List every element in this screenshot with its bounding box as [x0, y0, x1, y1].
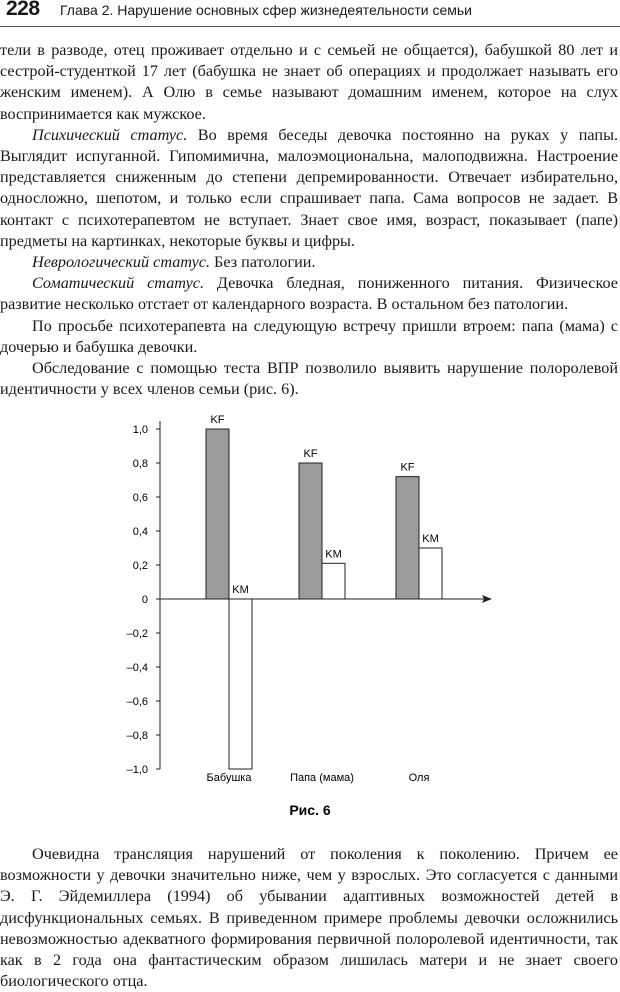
figure-caption: Рис. 6: [289, 802, 331, 818]
paragraph: По просьбе психотерапевта на следующую встречу пришли втроем: папа (мама) с дочерью и бабушка девочки.: [0, 316, 618, 356]
x-category-label: Бабушка: [206, 772, 252, 784]
paragraph: Обследование с помощью теста ВПР позволило выявить нарушение полоролевой идентичности у всех членов семьи (рис. 6).: [0, 359, 618, 399]
paragraph: Соматический статус. Девочка бледная, пониженного питания. Физическое развитие несколько отстает от календарного возраста. В остальном без патологии.: [0, 274, 618, 314]
paragraph: Психический статус. Во время беседы девочка постоянно на руках у папы. Выглядит испуганной. Гипомимична, малоэмоциональна, малоподвижна. Настроение представляется сниженным до степени депремированности. Отвечает избирательно, односложно, шепотом, и только если спрашивает папа. Сама вопросов не задает. В контакт с психотерапевтом не вступает. Знает свое имя, возраст, показывает (папе) предметы на картинках, некоторые буквы и цифры.: [0, 125, 618, 250]
text-block-top: [0, 40, 618, 400]
bar-label-kf: KF: [210, 414, 225, 426]
bar-kf: [206, 429, 229, 599]
bar-label-kf: KF: [303, 448, 318, 460]
bar-kf: [396, 477, 419, 599]
y-tick-label: 0,6: [132, 492, 148, 504]
x-category-label: Оля: [408, 772, 430, 784]
y-tick-label: –0,2: [126, 628, 148, 640]
bar-km: [229, 599, 252, 769]
bar-label-kf: KF: [400, 461, 415, 474]
chapter-title: Глава 2. Нарушение основных сфер жизнедеятельности семьи: [60, 2, 473, 18]
bar-label-km: KM: [232, 584, 249, 596]
paragraph-lead: Психический статус.: [32, 125, 188, 144]
y-tick-label: 0,4: [132, 526, 148, 538]
y-tick-label: 1,0: [132, 424, 148, 436]
x-axis-labels: [207, 772, 430, 784]
bars: [206, 414, 442, 769]
paragraph: тели в разводе, отец проживает отдельно и с семьей не общается), бабушкой 80 лет и сестрой-студенткой 17 лет (бабушка не знает об операциях и продолжает называть его женским именем). А Олю в семье называют домашним именем, которое на слух воспринимается как мужское.: [0, 41, 618, 123]
bar-label-km: KM: [422, 533, 439, 545]
y-tick-label: –0,6: [126, 696, 148, 708]
y-tick-label: 0: [141, 594, 148, 606]
page-number: 228: [6, 0, 40, 20]
y-tick-label: –0,4: [126, 662, 148, 674]
paragraph: Очевидна трансляция нарушений от поколения к поколению. Причем ее возможности у девочки значительно ниже, чем у взрослых. Это согласуется с данными Э. Г. Эйдемиллера (1994) об убывании адаптивных возможностей детей в дисфункциональных семьях. В приведенном примере проблемы девочки осложнились невозможностью адекватного формирования первичной полоролевой идентичности, так как в 2 года она фантастическим образом лишилась матери и не знает своего биологического отца.: [0, 845, 618, 991]
x-category-label: Папа (мама): [290, 772, 354, 784]
y-tick-label: 0,2: [132, 560, 148, 572]
bar-chart: [0, 398, 620, 823]
y-tick-label: 0,8: [132, 458, 148, 470]
running-header: [0, 0, 620, 27]
paragraph-lead: Неврологический статус.: [32, 253, 210, 272]
y-tick-label: –0,8: [126, 730, 148, 742]
y-tick-label: –1,0: [126, 764, 148, 776]
bar-km: [322, 563, 345, 599]
y-axis: [127, 424, 160, 776]
bar-kf: [299, 463, 322, 599]
paragraph: Неврологический статус. Без патологии.: [32, 253, 316, 272]
paragraph-lead: Соматический статус.: [32, 274, 204, 293]
bar-km: [419, 548, 442, 599]
text-block-bottom: [0, 844, 618, 992]
bar-label-km: KM: [325, 548, 342, 561]
